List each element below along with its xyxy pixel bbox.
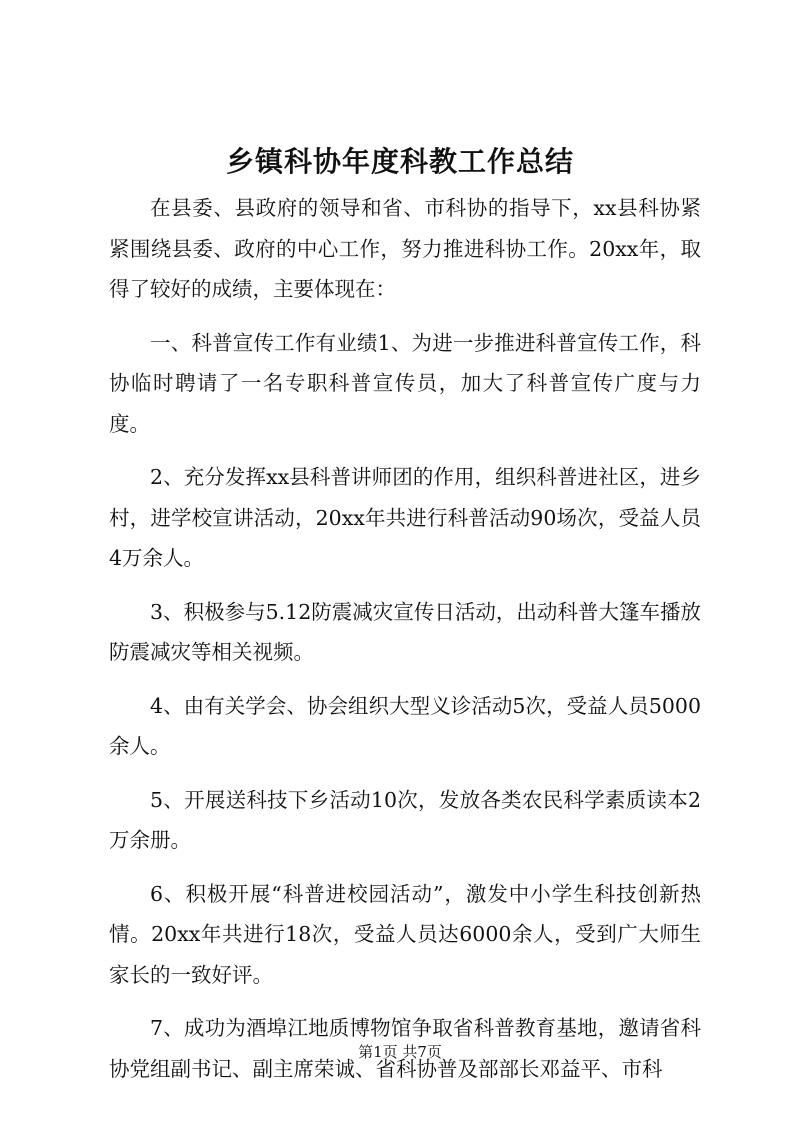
paragraph-intro: 在县委、县政府的领导和省、市科协的指导下，xx县科协紧紧围绕县委、政府的中心工作，努力推进科协工作。20xx年，取得了较好的成绩，主要体现在： bbox=[109, 196, 701, 301]
paragraph-item-7: 7、成功为酒埠江地质博物馆争取省科普教育基地，邀请省科协党组副书记、副主席荣诚、省科协普及部部长邓益平、市科 bbox=[109, 1016, 701, 1081]
document-body bbox=[109, 188, 701, 1089]
paragraph-item-3: 3、积极参与5.12防震减灾宣传日活动，出动科普大篷车播放防震减灾等相关视频。 bbox=[109, 599, 701, 664]
paragraph-item-5: 5、开展送科技下乡活动10次，发放各类农民科学素质读本2万余册。 bbox=[109, 787, 701, 852]
paragraph-item-4: 4、由有关学会、协会组织大型义诊活动5次，受益人员5000余人。 bbox=[109, 693, 701, 758]
paragraph-item-6: 6、积极开展“科普进校园活动”，激发中小学生科技创新热情。20xx年共进行18次，受益人员达6000余人，受到广大师生家长的一致好评。 bbox=[109, 881, 701, 987]
page-number-footer: 第1页 共7页 bbox=[358, 1043, 442, 1061]
paragraph-item-1: 一、科普宣传工作有业绩1、为进一步推进科普宣传工作，科协临时聘请了一名专职科普宣传员，加大了科普宣传广度与力度。 bbox=[109, 330, 701, 436]
document-title: 乡镇科协年度科教工作总结 bbox=[225, 145, 574, 178]
paragraph-item-2: 2、充分发挥xx县科普讲师团的作用，组织科普进社区，进乡村，进学校宣讲活动，20xx年共进行科普活动90场次，受益人员4万余人。 bbox=[109, 465, 701, 570]
